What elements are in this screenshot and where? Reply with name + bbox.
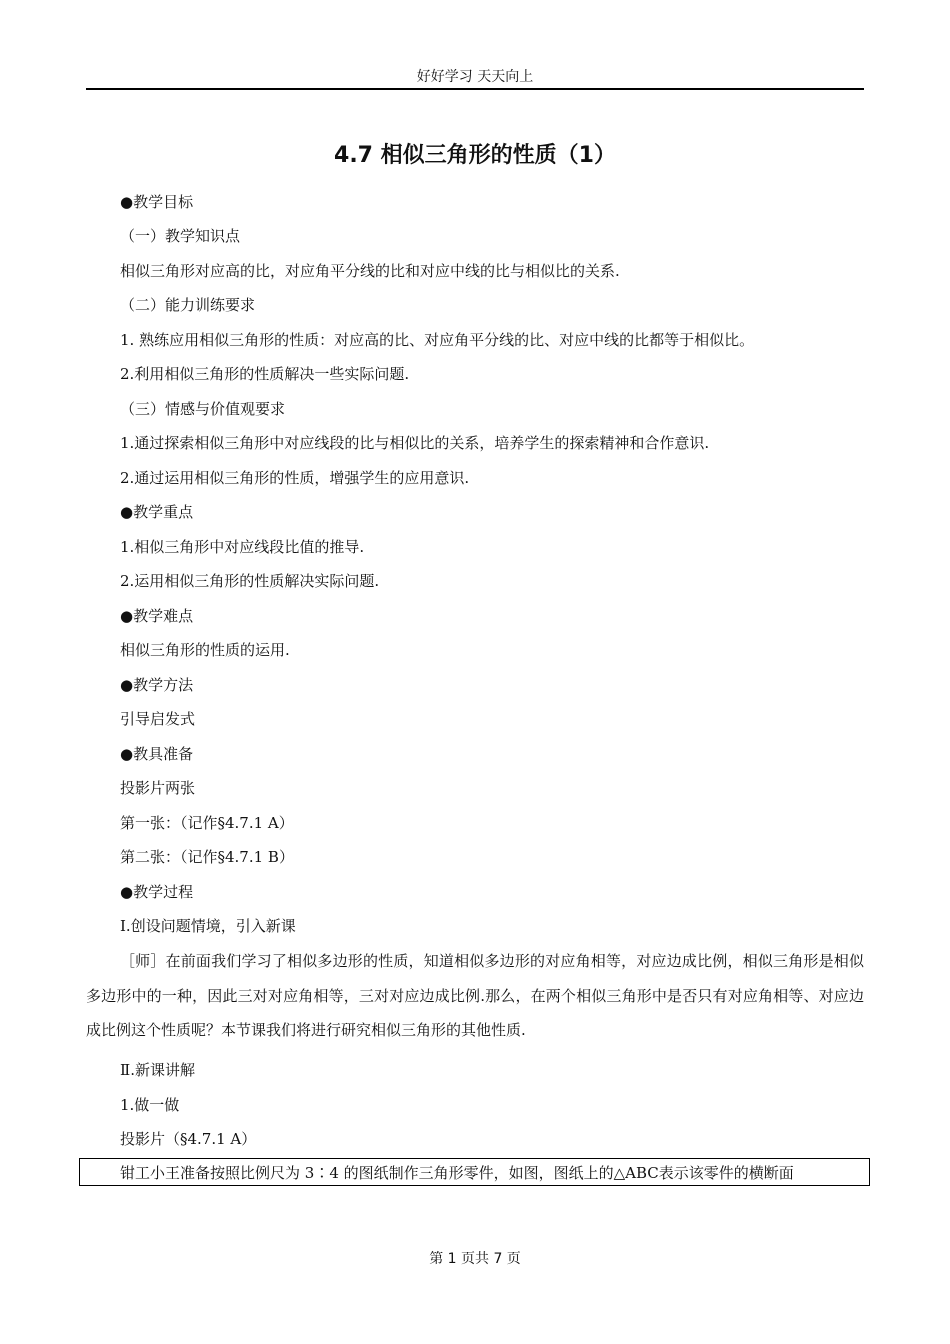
text-line: 2.利用相似三角形的性质解决一些实际问题.	[120, 365, 410, 383]
text-line: 投影片（§4.7.1 A）	[120, 1130, 257, 1148]
subsection-heading: Ⅰ.创设问题情境，引入新课	[120, 917, 296, 935]
text-line: 相似三角形的性质的运用.	[120, 641, 290, 659]
text-line: 第二张：（记作§4.7.1 B）	[120, 848, 294, 866]
section-heading: ●教具准备	[120, 745, 194, 763]
text-line: 投影片两张	[120, 779, 196, 797]
section-heading: ●教学目标	[120, 193, 194, 211]
teacher-paragraph: ［师］在前面我们学习了相似多边形的性质，知道相似多边形的对应角相等，对应边成比例，相似三角形是相似多边形中的一种，因此三对对应角相等，三对对应边成比例.那么，在两个相似三角形中是否只有对应角相等、对应边成比例这个性质呢？本节课我们将进行研究相似三角形的其他性质.	[86, 952, 864, 1039]
subsection-heading: Ⅱ.新课讲解	[120, 1061, 195, 1079]
page-footer: 第 1 页共 7 页	[429, 1251, 521, 1267]
subsection-heading: （二）能力训练要求	[120, 296, 256, 314]
text-line: 1. 熟练应用相似三角形的性质：对应高的比、对应角平分线的比、对应中线的比都等于相似比。	[120, 331, 755, 349]
section-heading: ●教学重点	[120, 503, 194, 521]
subsection-heading: （三）情感与价值观要求	[120, 400, 286, 418]
subsection-heading: （一）教学知识点	[120, 227, 241, 245]
page-header: 好好学习 天天向上	[416, 69, 534, 85]
text-line: 1.通过探索相似三角形中对应线段的比与相似比的关系，培养学生的探索精神和合作意识.	[120, 434, 710, 452]
text-line: 相似三角形对应高的比，对应角平分线的比和对应中线的比与相似比的关系.	[120, 262, 620, 280]
section-heading: ●教学过程	[120, 883, 194, 901]
text-line: 1.做一做	[120, 1096, 180, 1114]
problem-box	[79, 1158, 870, 1186]
section-heading: ●教学难点	[120, 607, 194, 625]
text-line: 2.运用相似三角形的性质解决实际问题.	[120, 572, 380, 590]
section-heading: ●教学方法	[120, 676, 194, 694]
problem-text: 钳工小王准备按照比例尺为 3∶4 的图纸制作三角形零件，如图，图纸上的△ABC表示该零件的横断面	[120, 1164, 794, 1182]
text-line: 第一张：（记作§4.7.1 A）	[120, 814, 294, 832]
text-line: 1.相似三角形中对应线段比值的推导.	[120, 538, 365, 556]
text-line: 引导启发式	[120, 710, 196, 728]
text-line: 2.通过运用相似三角形的性质，增强学生的应用意识.	[120, 469, 470, 487]
header-rule	[86, 88, 864, 90]
document-title: 4.7 相似三角形的性质（1）	[334, 143, 616, 168]
